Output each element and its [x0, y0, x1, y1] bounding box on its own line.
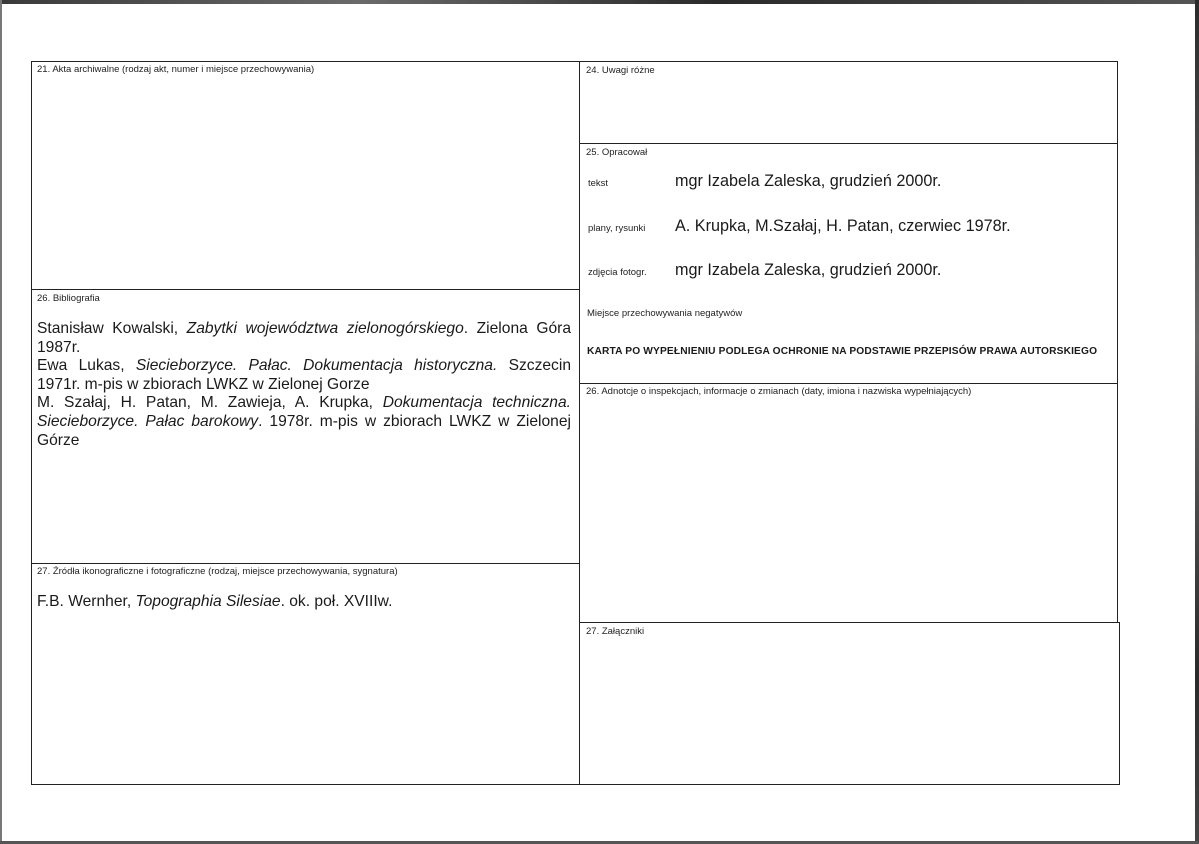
text-author-value: mgr Izabela Zaleska, grudzień 2000r.	[675, 172, 942, 190]
entry-title: Zabytki województwa zielonogórskiego	[186, 320, 464, 337]
entry-author: Ewa Lukas,	[37, 357, 136, 375]
plans-author-value: A. Krupka, M.Szałaj, H. Patan, czerwiec 1978r.	[675, 217, 1011, 235]
remarks-label: 24. Uwagi różne	[586, 65, 655, 76]
attachments-label: 27. Załączniki	[586, 626, 645, 637]
entry-title: Dokumentacja techniczna. Siecieborzyce. Pałac barokowy	[37, 394, 571, 430]
entry-details: . Zielona Góra 1987r.	[37, 320, 571, 356]
bibliography-entry	[37, 320, 571, 357]
entry-author: F.B. Wernher,	[37, 593, 136, 610]
copyright-notice: KARTA PO WYPEŁNIENIU PODLEGA OCHRONIE NA PODSTAWIE PRZEPISÓW PRAWA AUTORSKIEGO	[587, 346, 1098, 357]
bibliography-entry	[37, 394, 571, 450]
photos-author-value: mgr Izabela Zaleska, grudzień 2000r.	[675, 261, 942, 279]
archival-records-label: 21. Akta archiwalne (rodzaj akt, numer i miejsce przechowywania)	[37, 64, 315, 75]
bibliography-list	[37, 320, 571, 450]
bibliography-entry	[37, 357, 571, 394]
entry-author: M. Szałaj, H. Patan, M. Zawieja, A. Krupka,	[37, 394, 383, 412]
entry-title: Siecieborzyce. Pałac. Dokumentacja historyczna.	[135, 357, 498, 375]
prepared-by-label: 25. Opracował	[586, 147, 648, 158]
iconographic-sources-label: 27. Źródła ikonograficzne i fotograficzne (rodzaj, miejsce przechowywania, sygnatura)	[37, 566, 398, 577]
remarks-section	[579, 61, 1118, 144]
negatives-location-label: Miejsce przechowywania negatywów	[587, 308, 743, 319]
entry-details: . ok. poł. XVIIIw.	[280, 593, 393, 610]
plans-author-label: plany, rysunki	[588, 223, 646, 234]
archival-records-section	[31, 61, 580, 290]
photos-author-label: zdjęcia fotogr.	[588, 267, 647, 278]
attachments-section	[579, 622, 1120, 785]
iconographic-entry	[37, 593, 392, 612]
entry-title: Topographia Silesiae	[135, 593, 281, 610]
bibliography-label: 26. Bibliografia	[37, 293, 100, 304]
text-author-label: tekst	[588, 178, 609, 189]
scan-edge-left	[0, 0, 2, 844]
entry-author: Stanisław Kowalski,	[37, 320, 187, 337]
inspections-label: 26. Adnotcje o inspekcjach, informacje o zmianach (daty, imiona i nazwiska wypełniających)	[586, 386, 972, 397]
scan-edge-right	[1195, 0, 1199, 844]
entry-details: . 1978r. m-pis w zbiorach LWKZ w Zielonej Górze	[37, 412, 571, 449]
inspections-section	[579, 383, 1118, 623]
scan-edge-top	[0, 0, 1199, 4]
entry-details: Szczecin 1971r. m-pis w zbiorach LWKZ w Zielonej Gorze	[37, 357, 571, 393]
